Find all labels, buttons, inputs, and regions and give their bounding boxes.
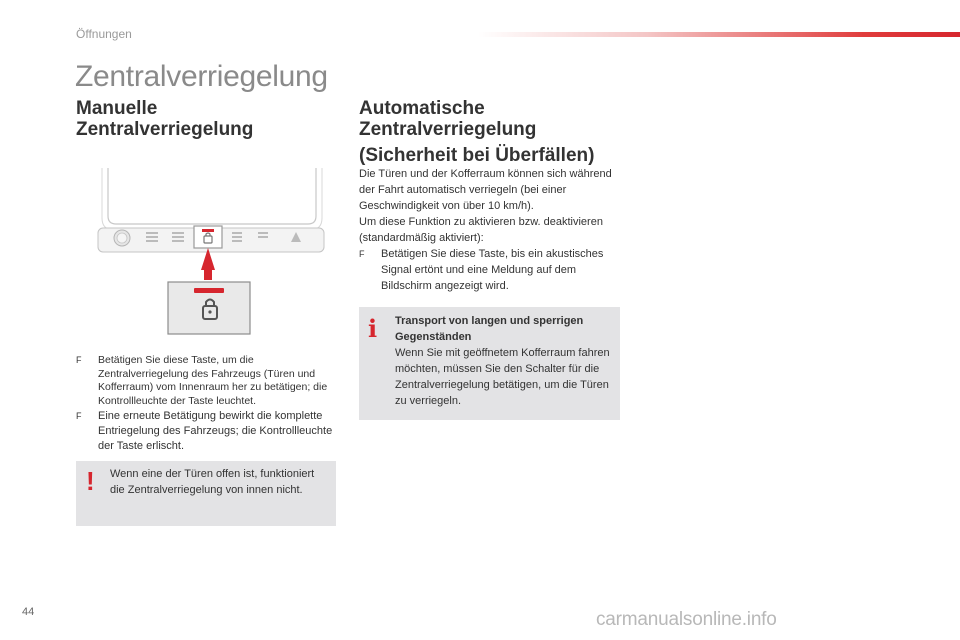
- manual-lock-heading: [76, 98, 336, 140]
- auto-lock-paragraph-2: Um diese Funktion zu aktivieren bzw. deaktivieren (standardmäßig aktiviert):: [359, 216, 603, 244]
- header-accent-bar: [478, 32, 960, 37]
- bullet-marker-icon: F: [76, 411, 82, 421]
- list-item: [76, 354, 338, 408]
- auto-lock-heading-line3: (Sicherheit bei Überfällen): [359, 145, 595, 166]
- page-title: Zentralverriegelung: [75, 60, 328, 93]
- exclamation-icon: !: [86, 466, 95, 496]
- auto-lock-heading: [359, 98, 629, 166]
- dashboard-lock-button-illustration: [96, 168, 326, 343]
- list-item: [359, 246, 625, 294]
- watermark: carmanualsonline.info: [596, 609, 777, 630]
- manual-lock-heading-line1: Manuelle: [76, 98, 158, 119]
- list-item: [76, 409, 338, 454]
- auto-lock-heading-line1: Automatische: [359, 98, 485, 119]
- auto-lock-heading-line2: Zentralverriegelung: [359, 119, 537, 140]
- section-label: Öffnungen: [76, 27, 132, 41]
- auto-lock-paragraph-1: Die Türen und der Kofferraum können sich während der Fahrt automatisch verriegeln (bei einer Geschwindigkeit von über 10 km/h).: [359, 168, 612, 212]
- info-body: Wenn Sie mit geöffnetem Kofferraum fahren möchten, müssen Sie den Schalter für die Zentralverriegelung betätigen, um die Türen zu verriegeln.: [395, 347, 610, 407]
- info-title: Transport von langen und sperrigen Gegenständen: [395, 315, 584, 343]
- manual-lock-instructions: [76, 354, 338, 454]
- bullet-marker-icon: F: [359, 249, 365, 259]
- bullet-marker-icon: F: [76, 355, 82, 365]
- auto-lock-step: Betätigen Sie diese Taste, bis ein akustisches Signal ertönt und eine Meldung auf dem Bildschirm angezeigt wird.: [381, 248, 604, 292]
- manual-lock-step-2: Eine erneute Betätigung bewirkt die komplette Entriegelung des Fahrzeugs; die Kontrollleuchte der Taste erlischt.: [98, 410, 333, 452]
- manual-lock-step-1: Betätigen Sie diese Taste, um die Zentralverriegelung des Fahrzeugs (Türen und Kofferraum) vom Innenraum her zu betätigen; die Kontrollleuchte der Taste leuchtet.: [98, 354, 328, 407]
- auto-lock-description: [359, 166, 625, 294]
- info-text: [395, 313, 615, 409]
- warning-text: Wenn eine der Türen offen ist, funktioniert die Zentralverriegelung von innen nicht.: [110, 468, 315, 496]
- info-icon: i: [368, 314, 378, 343]
- manual-lock-heading-line2: Zentralverriegelung: [76, 119, 254, 140]
- page-number: 44: [22, 606, 35, 618]
